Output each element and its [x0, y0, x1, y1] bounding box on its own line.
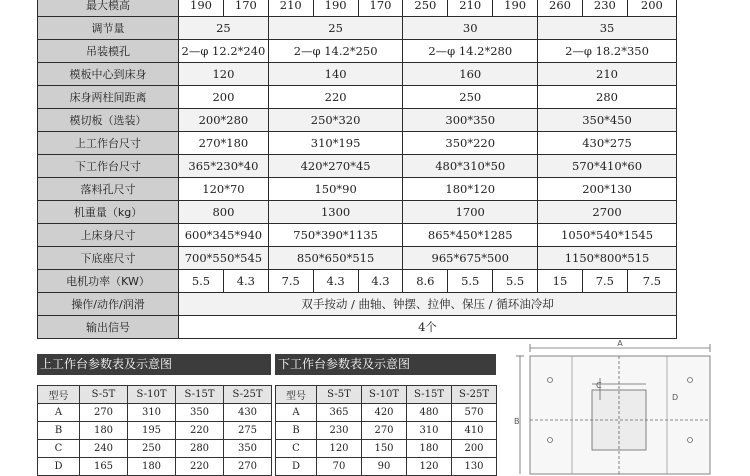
spec-cell: 2—φ 14.2*250	[268, 40, 403, 63]
spec-cell: 850*650*515	[268, 247, 403, 270]
spec-row	[38, 178, 677, 201]
table-cell: 570	[452, 404, 497, 422]
table-row	[276, 422, 497, 440]
upper-table-title: 上工作台参数表及示意图	[37, 354, 271, 375]
spec-cell: 600*345*940	[179, 224, 269, 247]
spec-row	[38, 201, 677, 224]
spec-cell: 25	[268, 17, 403, 40]
spec-cell: 190	[313, 0, 358, 17]
spec-row	[38, 40, 677, 63]
table-cell: 90	[362, 458, 407, 476]
table-cell: 195	[128, 422, 176, 440]
spec-row-label: 机重量（kg）	[38, 201, 179, 224]
spec-row-label: 输出信号	[38, 316, 179, 339]
spec-row-label: 模板中心到床身	[38, 63, 179, 86]
column-header: S-15T	[407, 386, 452, 404]
table-cell: 275	[224, 422, 272, 440]
spec-row-label: 电机功率（KW）	[38, 270, 179, 293]
table-cell: A	[38, 404, 80, 422]
column-header: S-25T	[224, 386, 272, 404]
table-cell: 180	[407, 440, 452, 458]
spec-cell: 700*550*545	[179, 247, 269, 270]
table-cell: A	[276, 404, 317, 422]
spec-cell: 300*350	[403, 109, 538, 132]
spec-cell: 210	[448, 0, 493, 17]
spec-cell: 270*180	[179, 132, 269, 155]
spec-row	[38, 132, 677, 155]
spec-row	[38, 155, 677, 178]
spec-cell: 双手按动 / 曲轴、钟摆、拉伸、保压 / 循环油冷却	[179, 293, 677, 316]
spec-cell: 260	[538, 0, 583, 17]
table-cell: 130	[452, 458, 497, 476]
spec-cell: 420*270*45	[268, 155, 403, 178]
spec-cell: 280	[538, 86, 677, 109]
spec-cell: 2—φ 14.2*280	[403, 40, 538, 63]
table-cell: 430	[224, 404, 272, 422]
spec-row	[38, 0, 677, 17]
column-header: 型号	[38, 386, 80, 404]
table-cell: 220	[176, 422, 224, 440]
diagram-label-b: B	[514, 417, 520, 426]
spec-cell: 800	[179, 201, 269, 224]
lower-table-title: 下工作台参数表及示意图	[275, 354, 496, 375]
spec-cell: 5.5	[179, 270, 224, 293]
spec-table	[37, 0, 677, 339]
spec-cell: 7.5	[627, 270, 676, 293]
spec-cell: 4.3	[313, 270, 358, 293]
table-cell: 270	[224, 458, 272, 476]
table-cell: 120	[317, 440, 362, 458]
spec-cell: 170	[223, 0, 268, 17]
spec-cell: 250	[403, 0, 448, 17]
table-header-row	[38, 386, 272, 404]
spec-cell: 250	[403, 86, 538, 109]
column-header: S-15T	[176, 386, 224, 404]
spec-row-label: 吊装模孔	[38, 40, 179, 63]
spec-cell: 7.5	[582, 270, 627, 293]
spec-cell: 15	[538, 270, 583, 293]
spec-cell: 750*390*1135	[268, 224, 403, 247]
spec-row-label: 下工作台尺寸	[38, 155, 179, 178]
spec-cell: 350*450	[538, 109, 677, 132]
spec-row-label: 落料孔尺寸	[38, 178, 179, 201]
table-cell: 280	[176, 440, 224, 458]
spec-cell: 180*120	[403, 178, 538, 201]
spec-cell: 965*675*500	[403, 247, 538, 270]
spec-row	[38, 63, 677, 86]
table-cell: 350	[176, 404, 224, 422]
table-row	[38, 422, 272, 440]
diagram-label-c: C	[596, 381, 602, 390]
spec-cell: 1050*540*1545	[538, 224, 677, 247]
column-header: S-25T	[452, 386, 497, 404]
table-cell: 70	[317, 458, 362, 476]
upper-table	[37, 385, 272, 476]
spec-row	[38, 17, 677, 40]
spec-row	[38, 109, 677, 132]
table-cell: 165	[80, 458, 128, 476]
spec-row	[38, 86, 677, 109]
spec-row-label: 最大模高	[38, 0, 179, 17]
spec-cell: 170	[358, 0, 403, 17]
table-cell: 420	[362, 404, 407, 422]
table-cell: 240	[80, 440, 128, 458]
worktable-diagram	[512, 340, 742, 475]
spec-cell: 4个	[179, 316, 677, 339]
spec-cell: 120	[179, 63, 269, 86]
spec-cell: 25	[179, 17, 269, 40]
table-cell: 270	[80, 404, 128, 422]
table-cell: 350	[224, 440, 272, 458]
spec-row-label: 上床身尺寸	[38, 224, 179, 247]
spec-row	[38, 247, 677, 270]
table-cell: 310	[128, 404, 176, 422]
table-row	[276, 440, 497, 458]
table-cell: C	[38, 440, 80, 458]
spec-cell: 1300	[268, 201, 403, 224]
spec-cell: 210	[538, 63, 677, 86]
table-cell: 480	[407, 404, 452, 422]
spec-row	[38, 316, 677, 339]
spec-cell: 570*410*60	[538, 155, 677, 178]
table-cell: 410	[452, 422, 497, 440]
spec-cell: 4.3	[223, 270, 268, 293]
spec-row-label: 操作/动作/润滑	[38, 293, 179, 316]
table-cell: 120	[407, 458, 452, 476]
table-row	[38, 458, 272, 476]
spec-cell: 120*70	[179, 178, 269, 201]
table-row	[38, 404, 272, 422]
spec-row	[38, 270, 677, 293]
spec-cell: 200*130	[538, 178, 677, 201]
spec-cell: 250*320	[268, 109, 403, 132]
spec-cell: 2700	[538, 201, 677, 224]
spec-cell: 200*280	[179, 109, 269, 132]
spec-cell: 2—φ 12.2*240	[179, 40, 269, 63]
spec-cell: 190	[493, 0, 538, 17]
table-row	[38, 440, 272, 458]
table-cell: B	[38, 422, 80, 440]
table-cell: 180	[128, 458, 176, 476]
table-cell: D	[38, 458, 80, 476]
table-cell: 220	[176, 458, 224, 476]
spec-cell: 200	[627, 0, 676, 17]
spec-cell: 230	[582, 0, 627, 17]
spec-row-label: 调节量	[38, 17, 179, 40]
spec-cell: 190	[179, 0, 224, 17]
spec-cell: 365*230*40	[179, 155, 269, 178]
spec-cell: 4.3	[358, 270, 403, 293]
spec-cell: 210	[268, 0, 313, 17]
spec-cell: 30	[403, 17, 538, 40]
spec-row	[38, 224, 677, 247]
spec-cell: 430*275	[538, 132, 677, 155]
table-cell: 270	[362, 422, 407, 440]
spec-cell: 200	[179, 86, 269, 109]
table-cell: C	[276, 440, 317, 458]
table-cell: D	[276, 458, 317, 476]
spec-row	[38, 293, 677, 316]
table-row	[276, 458, 497, 476]
spec-cell: 8.6	[403, 270, 448, 293]
column-header: 型号	[276, 386, 317, 404]
table-cell: 200	[452, 440, 497, 458]
lower-table	[275, 385, 497, 476]
spec-cell: 2—φ 18.2*350	[538, 40, 677, 63]
spec-cell: 480*310*50	[403, 155, 538, 178]
column-header: S-10T	[128, 386, 176, 404]
diagram-label-a: A	[617, 340, 623, 348]
column-header: S-5T	[80, 386, 128, 404]
spec-row-label: 下底座尺寸	[38, 247, 179, 270]
spec-cell: 140	[268, 63, 403, 86]
spec-cell: 350*220	[403, 132, 538, 155]
spec-cell: 865*450*1285	[403, 224, 538, 247]
spec-row-label: 上工作台尺寸	[38, 132, 179, 155]
spec-cell: 1700	[403, 201, 538, 224]
table-row	[276, 404, 497, 422]
spec-cell: 35	[538, 17, 677, 40]
spec-cell: 160	[403, 63, 538, 86]
spec-cell: 5.5	[448, 270, 493, 293]
table-cell: 250	[128, 440, 176, 458]
spec-cell: 7.5	[268, 270, 313, 293]
table-cell: B	[276, 422, 317, 440]
table-cell: 310	[407, 422, 452, 440]
spec-cell: 150*90	[268, 178, 403, 201]
table-cell: 365	[317, 404, 362, 422]
spec-row-label: 床身两柱间距离	[38, 86, 179, 109]
spec-cell: 310*195	[268, 132, 403, 155]
table-cell: 180	[80, 422, 128, 440]
spec-cell: 5.5	[493, 270, 538, 293]
table-cell: 150	[362, 440, 407, 458]
table-cell: 230	[317, 422, 362, 440]
spec-cell: 220	[268, 86, 403, 109]
column-header: S-5T	[317, 386, 362, 404]
column-header: S-10T	[362, 386, 407, 404]
spec-row-label: 模切板（选装）	[38, 109, 179, 132]
spec-cell: 1150*800*515	[538, 247, 677, 270]
table-header-row	[276, 386, 497, 404]
diagram-label-d: D	[672, 393, 679, 402]
